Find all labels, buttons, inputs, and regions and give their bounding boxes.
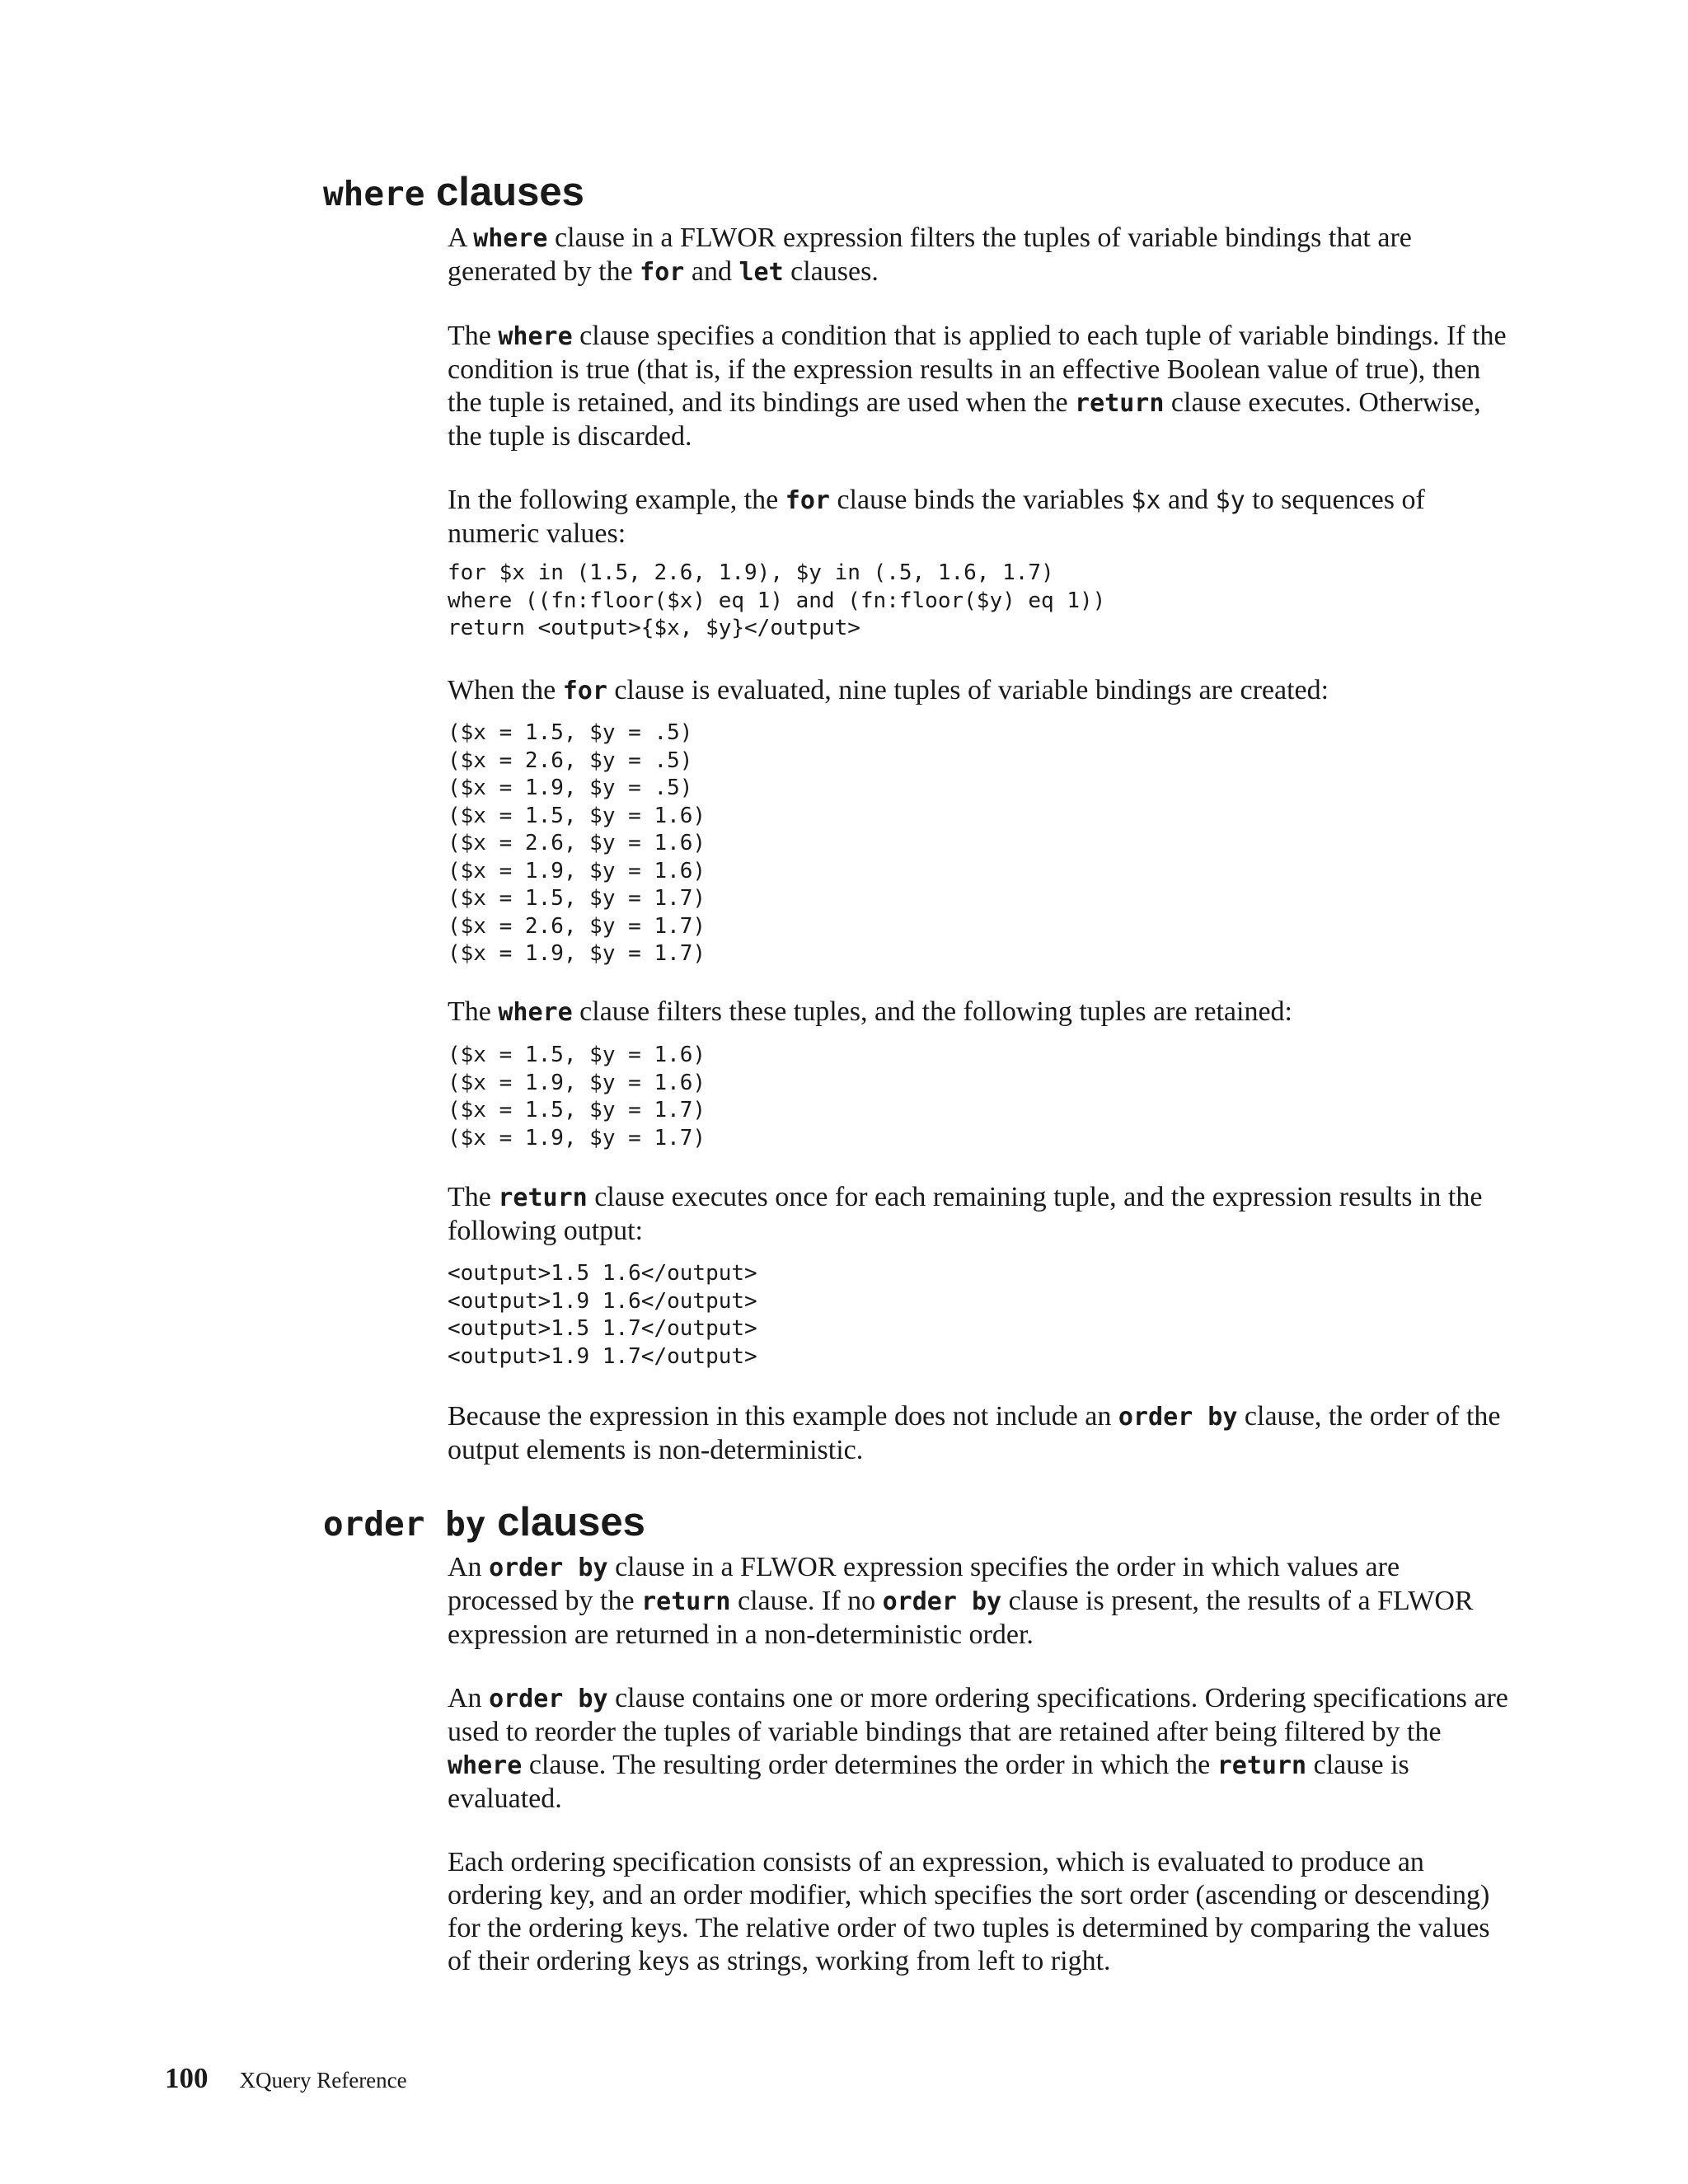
keyword-return: return [1217, 1751, 1307, 1780]
code-line: <output>1.9 1.6</output> [448, 1288, 757, 1314]
keyword-for: for [562, 677, 607, 705]
ordering-key-paragraph [448, 1846, 1511, 1978]
paragraph [448, 674, 1511, 708]
text: The [448, 996, 499, 1027]
page-footer [165, 2062, 407, 2095]
code-line: <output>1.5 1.6</output> [448, 1261, 757, 1286]
code-example-query [448, 560, 1511, 643]
paragraph: Each ordering specification consists of an expression, which is evaluated to produce an ordering key, and an order modifier, which specifies the sort order (ascending or descending) for the ordering keys. The relative order of two tuples is determined by comparing the values of their ordering keys as strings, working from left to right. [448, 1847, 1490, 1976]
code-line: ($x = 1.5, $y = 1.6) [448, 803, 706, 828]
code-line: for $x in (1.5, 2.6, 1.9), $y in (.5, 1.6, 1.7) [448, 560, 1054, 585]
variable-y: $y [1215, 486, 1245, 515]
keyword-where: where [448, 1751, 523, 1780]
code-line: ($x = 1.5, $y = 1.6) [448, 1043, 706, 1067]
heading-text: clauses [436, 170, 584, 214]
text: Because the expression in this example does not include an [448, 1401, 1118, 1432]
text: and [684, 256, 739, 287]
text: clause is evaluated. [448, 1750, 1409, 1814]
code-line: where ((fn:floor($x) eq 1) and (fn:floor($y) eq 1)) [448, 588, 1106, 613]
text: A [448, 223, 474, 253]
paragraph [448, 1181, 1511, 1248]
section-heading-order-by-clauses [323, 1497, 645, 1549]
keyword-order-by: order by [1118, 1403, 1238, 1432]
heading-keyword: order by [323, 1504, 486, 1544]
text: and [1160, 485, 1216, 515]
code-line: ($x = 2.6, $y = 1.6) [448, 831, 706, 855]
code-retained-tuples [448, 1042, 1511, 1152]
keyword-return: return [641, 1587, 731, 1616]
text: clause is present, the results of a FLWOR expression are returned in a non-deterministic order. [448, 1586, 1474, 1650]
heading-text: clauses [497, 1500, 645, 1544]
text: clause filters these tuples, and the following tuples are retained: [572, 996, 1292, 1027]
keyword-order-by: order by [882, 1587, 1002, 1616]
text: In the following example, the [448, 485, 785, 515]
heading-keyword: where [323, 174, 425, 213]
text: clause, the order of the output elements is non-deterministic. [448, 1401, 1501, 1465]
book-title: XQuery Reference [239, 2068, 407, 2093]
keyword-for: for [640, 258, 685, 287]
return-output-paragraph [448, 1181, 1511, 1248]
keyword-order-by: order by [489, 1685, 608, 1713]
text: clause specifies a condition that is applied to each tuple of variable bindings. If the condition is true (that is, if the expression results in an effective Boolean value of true), then the tuple is retained, and its bindings are used when the [448, 321, 1507, 418]
text: The [448, 321, 499, 351]
keyword-let: let [738, 258, 784, 287]
example-intro-paragraph [448, 484, 1511, 551]
code-line: ($x = 1.5, $y = .5) [448, 720, 693, 745]
tuples-created-paragraph [448, 674, 1511, 708]
code-output [448, 1260, 1511, 1371]
variable-x: $x [1131, 486, 1161, 515]
text: An [448, 1552, 490, 1582]
ordering-specifications-paragraph [448, 1682, 1511, 1816]
code-line: ($x = 1.5, $y = 1.7) [448, 1098, 706, 1122]
text: The [448, 1182, 499, 1212]
code-line: <output>1.5 1.7</output> [448, 1316, 757, 1341]
text: clause. If no [730, 1586, 883, 1616]
text: clause is evaluated, nine tuples of variable bindings are created: [607, 675, 1329, 705]
code-line: ($x = 2.6, $y = 1.7) [448, 913, 706, 939]
code-line: ($x = 1.9, $y = 1.6) [448, 1070, 706, 1095]
code-line: <output>1.9 1.7</output> [448, 1343, 757, 1369]
where-condition-paragraph [448, 320, 1511, 453]
section-heading-where-clauses [323, 167, 584, 218]
text: clause executes. Otherwise, the tuple is discarded. [448, 387, 1481, 452]
paragraph [448, 320, 1511, 453]
code-line: ($x = 1.9, $y = 1.7) [448, 941, 706, 966]
text: clause binds the variables [829, 485, 1132, 515]
text: When the [448, 675, 563, 705]
nondeterministic-paragraph [448, 1400, 1511, 1467]
paragraph [448, 222, 1511, 289]
text: An [448, 1683, 490, 1713]
text: clause in a FLWOR expression filters the tuples of variable bindings that are generated by the [448, 223, 1412, 287]
text: to sequences of numeric values: [448, 485, 1425, 549]
code-line: ($x = 1.9, $y = 1.7) [448, 1125, 706, 1151]
tuples-retained-paragraph [448, 996, 1511, 1029]
paragraph [448, 1682, 1511, 1816]
keyword-order-by: order by [489, 1554, 608, 1582]
where-intro-paragraph [448, 222, 1511, 289]
order-by-intro-paragraph [448, 1551, 1511, 1652]
code-line: return <output>{$x, $y}</output> [448, 616, 860, 640]
code-line: ($x = 2.6, $y = .5) [448, 748, 693, 773]
text: clause executes once for each remaining tuple, and the expression results in the following output: [448, 1182, 1483, 1246]
paragraph [448, 484, 1511, 551]
text: clause. The resulting order determines the order in which the [522, 1750, 1217, 1780]
code-line: ($x = 1.5, $y = 1.7) [448, 886, 706, 911]
paragraph [448, 1400, 1511, 1467]
code-all-tuples [448, 719, 1511, 968]
keyword-where: where [498, 998, 573, 1027]
keyword-return: return [498, 1183, 588, 1212]
code-line: ($x = 1.9, $y = .5) [448, 776, 693, 800]
text: clause contains one or more ordering specifications. Ordering specifications are used to reorder the tuples of variable bindings that are retained after being filtered by the [448, 1683, 1508, 1747]
code-line: ($x = 1.9, $y = 1.6) [448, 858, 706, 883]
keyword-where: where [473, 224, 548, 253]
keyword-where: where [498, 322, 573, 351]
page-number: 100 [165, 2062, 209, 2094]
paragraph [448, 996, 1511, 1029]
keyword-for: for [785, 486, 830, 515]
text: clauses. [783, 256, 879, 287]
keyword-return: return [1075, 389, 1165, 418]
text: clause in a FLWOR expression specifies the order in which values are processed by the [448, 1552, 1400, 1616]
paragraph [448, 1551, 1511, 1652]
